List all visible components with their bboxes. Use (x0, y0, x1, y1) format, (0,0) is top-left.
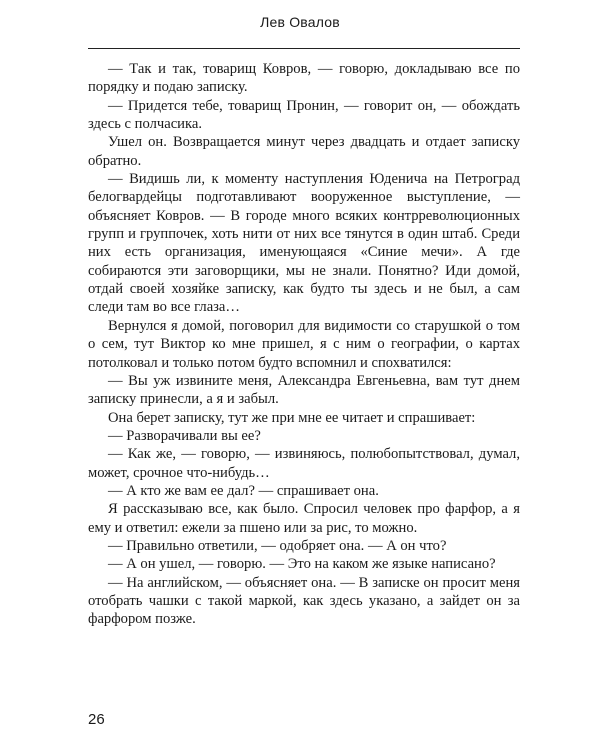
body-text (88, 60, 520, 629)
header-rule (88, 48, 520, 49)
paragraph: — Правильно ответили, — одобряет она. — А он что? (108, 537, 447, 554)
paragraph: — На английском, — объясняет она. — В записке он просит меня отобрать чашки с такой маркой, как здесь указано, а зайдет он за фарфором позже. (88, 574, 520, 628)
running-head-title: Лев Овалов (260, 14, 340, 30)
paragraph: — Как же, — говорю, — извиняюсь, полюбопытствовал, думал, может, срочное что-нибудь… (88, 446, 520, 481)
paragraph: Ушел он. Возвращается минут через двадцать и отдает записку обратно. (88, 134, 520, 169)
paragraph: — Вы уж извините меня, Александра Евгеньевна, вам тут днем записку принесли, а я и забыл. (88, 372, 520, 408)
paragraph: — Придется тебе, товарищ Пронин, — говорит он, — обождать здесь с полчасика. (88, 97, 520, 133)
paragraph: — А кто же вам ее дал? — спрашивает она. (108, 482, 379, 499)
page-number: 26 (88, 711, 105, 728)
paragraph: Она берет записку, тут же при мне ее читает и спрашивает: (108, 409, 476, 426)
paragraph: Я рассказываю все, как было. Спросил человек про фарфор, а я ему и ответил: ежели за пшено или за рис, то можно. (88, 501, 520, 536)
paragraph: Вернулся я домой, поговорил для видимости со старушкой о том о сем, тут Виктор ко мне пришел, я с ним о географии, о картах потолковал и только потом будто вспомнил и спохватился: (88, 317, 520, 371)
paragraph: — Видишь ли, к моменту наступления Юденича на Петроград белогвардейцы подготавливают вооруженное выступление, — объясняет Ковров. — В городе много всяких контрреволюционных групп и группочек, хоть нити от них все тянутся в один штаб. Среди них есть организация, именующаяся «Синие мечи». А где собираются эти заговорщики, мы не знали. Понятно? Иди домой, отдай своей хозяйке записку, как будто ты здесь и не был, а сам следи там во все глаза… (88, 171, 520, 316)
paragraph: — Так и так, товарищ Ковров, — говорю, докладываю все по порядку и подаю записку. (88, 61, 520, 96)
paragraph: — Разворачивали вы ее? (108, 427, 261, 444)
paragraph: — А он ушел, — говорю. — Это на каком же языке написано? (108, 556, 496, 573)
